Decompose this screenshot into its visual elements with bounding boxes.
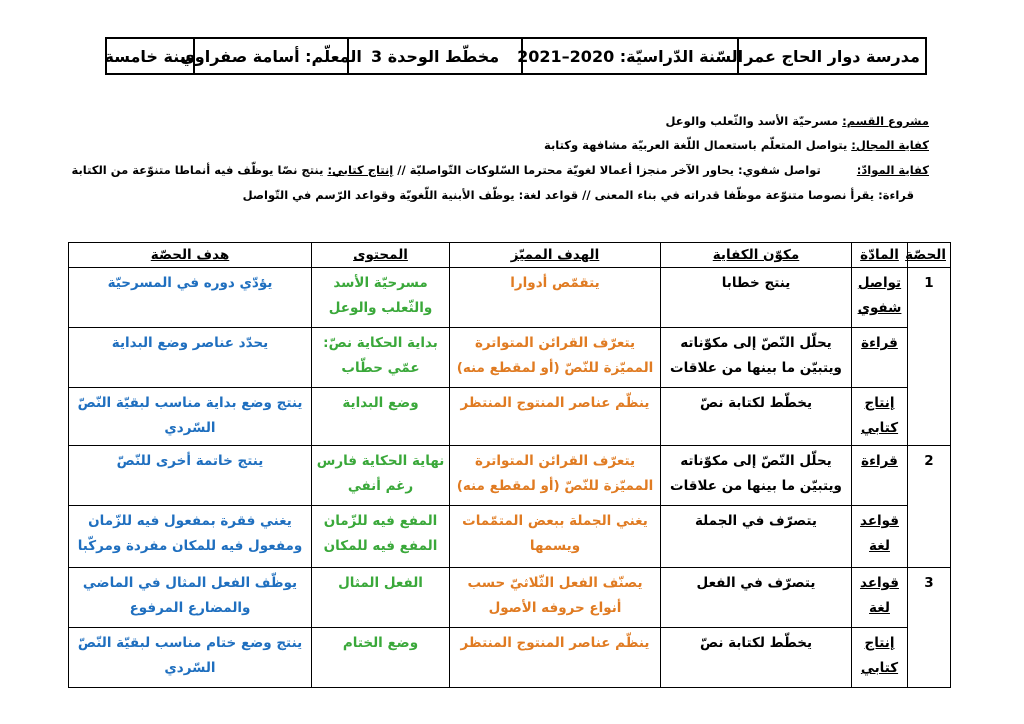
table-row <box>69 506 951 568</box>
goal-cell: ينتج وضع ختام مناسب لبقيّة النّصّ السّردي <box>69 628 312 688</box>
session-cell: 1 <box>908 268 951 446</box>
units-table <box>68 242 951 688</box>
col-session: الحصّة <box>908 243 951 268</box>
col-subject: المادّة <box>852 243 908 268</box>
goal-cell: يغني فقرة بمفعول فيه للزّمان ومفعول فيه للمكان مفردة ومركّبا <box>69 506 312 568</box>
separator: // <box>397 163 406 177</box>
component-cell: ينتج خطابا <box>661 268 852 328</box>
col-objective: الهدف المميّز <box>450 243 661 268</box>
component-cell: يحلّل النّصّ إلى مكوّناته ويتبيّن ما بينها من علاقات <box>661 328 852 388</box>
reading-competence: قراءة: يقرأ نصوصا متنوّعة موظّفا قدراته في بناء المعنى <box>594 188 914 202</box>
reading-line <box>243 188 914 202</box>
objective-cell: ينظّم عناصر المنتوج المنتظر <box>450 628 661 688</box>
content-cell: بداية الحكاية نصّ: عمّي حطّاب <box>312 328 450 388</box>
project-line <box>666 114 929 128</box>
project-value: مسرحيّة الأسد والثّعلب والوعل <box>665 114 843 128</box>
table-row <box>69 446 951 506</box>
goal-cell: ينتج خاتمة أخرى للنّصّ <box>69 446 312 506</box>
writing-label: إنتاج كتابي: <box>327 163 394 177</box>
header-table <box>105 37 927 75</box>
subject-cell: قراءة <box>852 328 908 388</box>
project-label: مشروع القسم: <box>842 114 929 128</box>
school-year: السّنة الدّراسيّة: 2020–2021 <box>521 39 737 73</box>
separator: // <box>582 188 591 202</box>
subject-cell: قواعد لغة <box>852 568 908 628</box>
goal-cell: يوظّف الفعل المثال في الماضي والمضارع المرفوع <box>69 568 312 628</box>
content-cell: نهاية الحكاية فارس رغم أنفي <box>312 446 450 506</box>
table-row <box>69 268 951 328</box>
content-cell: مسرحيّة الأسد والثّعلب والوعل <box>312 268 450 328</box>
table-row <box>69 388 951 446</box>
objective-cell: يتعرّف القرائن المتواترة المميّزة للنّصّ (أو لمقطع منه) <box>450 446 661 506</box>
col-component: مكوّن الكفاية <box>661 243 852 268</box>
domain-value: يتواصل المتعلّم باستعمال اللّغة العربيّة مشافهة وكتابة <box>544 138 852 152</box>
content-cell: الفعل المثال <box>312 568 450 628</box>
teacher-name: المعلّم: أسامة صفراوي <box>193 39 347 73</box>
col-goal: هدف الحصّة <box>69 243 312 268</box>
goal-cell: ينتج وضع بداية مناسب لبقيّة النّصّ السّردي <box>69 388 312 446</box>
component-cell: يحلّل النّصّ إلى مكوّناته ويتبيّن ما بينها من علاقات <box>661 446 852 506</box>
session-cell: 2 <box>908 446 951 568</box>
writing-value: ينتج نصّا يوظّف فيه أنماطا متنوّعة من الكتابة <box>71 163 328 177</box>
objective-cell: يصنّف الفعل الثّلاثيّ حسب أنواع حروفه الأصول <box>450 568 661 628</box>
goal-cell: يحدّد عناصر وضع البداية <box>69 328 312 388</box>
domain-line <box>544 138 929 152</box>
component-cell: يتصرّف في الجملة <box>661 506 852 568</box>
subject-cell: إنتاج كتابي <box>852 388 908 446</box>
col-content: المحتوى <box>312 243 450 268</box>
grammar-competence: قواعد لغة: يوظّف الأبنية اللّغويّة وقواعد الرّسم في التّواصل <box>242 188 579 202</box>
subjects-line <box>71 163 929 177</box>
content-cell: وضع البداية <box>312 388 450 446</box>
domain-label: كفاية المجال: <box>851 138 929 152</box>
content-cell: وضع الختام <box>312 628 450 688</box>
component-cell: يتصرّف في الفعل <box>661 568 852 628</box>
unit-title: مخطّط الوحدة 3 <box>347 39 521 73</box>
subject-cell: قراءة <box>852 446 908 506</box>
subject-cell: قواعد لغة <box>852 506 908 568</box>
session-cell: 3 <box>908 568 951 688</box>
component-cell: يخطّط لكتابة نصّ <box>661 388 852 446</box>
table-row <box>69 328 951 388</box>
goal-cell: يؤدّي دوره في المسرحيّة <box>69 268 312 328</box>
subject-cell: إنتاج كتابي <box>852 628 908 688</box>
table-header-row <box>69 243 951 268</box>
content-cell: المفع فيه للزّمان المفع فيه للمكان <box>312 506 450 568</box>
objective-cell: ينظّم عناصر المنتوج المنتظر <box>450 388 661 446</box>
objective-cell: يتعرّف القرائن المتواترة المميّزة للنّصّ (أو لمقطع منه) <box>450 328 661 388</box>
objective-cell: يغني الجملة ببعض المتمّمات ويسمها <box>450 506 661 568</box>
grade-level: سنة خامسة <box>104 46 196 66</box>
component-cell: يخطّط لكتابة نصّ <box>661 628 852 688</box>
subject-cell: تواصل شفوي <box>852 268 908 328</box>
table-row <box>69 568 951 628</box>
subjects-label: كفاية الموادّ: <box>856 163 929 177</box>
table-row <box>69 628 951 688</box>
objective-cell: يتقمّص أدوارا <box>450 268 661 328</box>
oral-competence: تواصل شفوي: يحاور الآخر منجزا أعمالا لغويّة محترما السّلوكات التّواصليّة <box>409 163 821 177</box>
school-name: مدرسة دوار الحاج عمر <box>737 39 925 73</box>
